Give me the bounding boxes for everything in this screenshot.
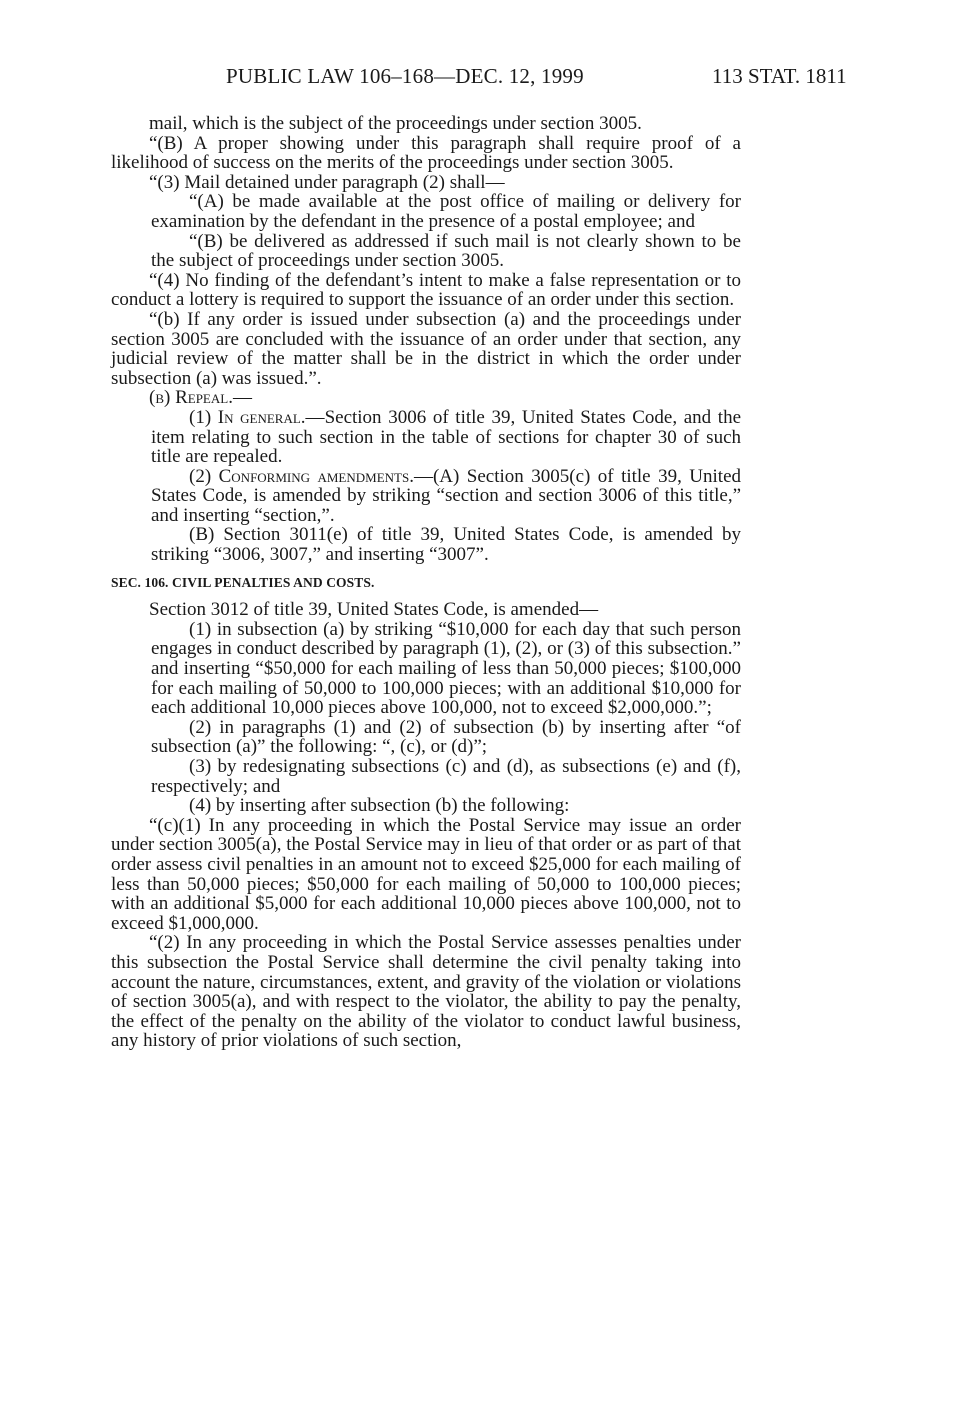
paragraph-text: “(3) Mail detained under paragraph (2) shall— (149, 171, 505, 193)
paragraph (111, 192, 741, 231)
paragraph (111, 620, 741, 718)
paragraph (111, 467, 741, 526)
paragraph (111, 232, 741, 271)
paragraph (111, 816, 741, 934)
paragraph-heading: (1) In general.— (189, 406, 325, 428)
paragraph (111, 408, 741, 467)
paragraph-text: “(4) No finding of the defendant’s intent to make a false representation or to conduct a lottery is required to support the issuance of an order under this section. (111, 269, 741, 311)
section-heading: SEC. 106. CIVIL PENALTIES AND COSTS. (111, 574, 375, 590)
paragraph-text: (A) Section 3005(c) of title 39, United States Code, is amended by striking “section and section 3006 of this title,” and inserting “section,”. (151, 465, 741, 526)
paragraph (111, 173, 741, 193)
paragraph (111, 310, 741, 388)
paragraph-text: “(b) If any order is issued under subsection (a) and the proceedings under section 3005 are concluded with the issuance of an order under that section, any judicial review of the matter shall be in the district in which the order under subsection (a) was issued.”. (111, 308, 741, 389)
paragraph-text: (2) in paragraphs (1) and (2) of subsection (b) by inserting after “of subsection (a)” the following: “, (c), or (d)”; (151, 716, 741, 758)
paragraph-text: (B) Section 3011(e) of title 39, United States Code, is amended by striking “3006, 3007,” and inserting “3007”. (151, 524, 741, 566)
paragraph (111, 933, 741, 1051)
paragraph-text: (4) by inserting after subsection (b) the following: (189, 795, 570, 817)
paragraph-text: “(B) be delivered as addressed if such mail is not clearly shown to be the subject of proceedings under section 3005. (151, 230, 741, 272)
running-header: PUBLIC LAW 106–168—DEC. 12, 1999 (226, 64, 584, 88)
paragraph-text: (3) by redesignating subsections (c) and (d), as subsections (e) and (f), respectively; and (151, 756, 741, 797)
subsection-heading: (b) Repeal.— (149, 387, 252, 409)
page-citation: 113 STAT. 1811 (712, 64, 847, 88)
paragraph (111, 718, 741, 757)
paragraph-text: “(A) be made available at the post office of mailing or delivery for examination by the defendant in the presence of a postal employee; and (151, 191, 741, 232)
paragraph (111, 114, 741, 134)
paragraph-text: “(B) A proper showing under this paragraph shall require proof of a likelihood of success on the merits of the proceedings under section 3005. (111, 132, 741, 174)
paragraph (111, 600, 741, 620)
paragraph-text: “(c)(1) In any proceeding in which the Postal Service may issue an order under section 3005(a), the Postal Service may in lieu of that order or as part of that order assess civil penalties in an amount not to exceed $25,000 for each mailing of less than 50,000 pieces; $50,000 for each mailing of 50,000 to 100,000 pieces; with an additional $5,000 for each additional 10,000 pieces above 100,000, not to exceed $1,000,000. (111, 814, 741, 934)
paragraph-text: “(2) In any proceeding in which the Postal Service assesses penalties under this subsection the Postal Service shall determine the civil penalty taking into account the nature, circumstances, extent, and gravity of the violation or violations of section 3005(a), and with respect to the violator, the ability to pay the penalty, the effect of the penalty on the ability of the violator to conduct lawful business, any history of prior violations of such section, (111, 932, 741, 1052)
paragraph (111, 388, 741, 408)
paragraph (111, 525, 741, 564)
paragraph-text: mail, which is the subject of the proceedings under section 3005. (149, 113, 642, 134)
paragraph-text: Section 3006 of title 39, United States Code, and the item relating to such section in the table of sections for chapter 30 of such title are repealed. (151, 406, 742, 468)
paragraph-text: (1) in subsection (a) by striking “$10,000 for each day that such person engages in conduct described by paragraph (1), (2), or (3) of this subsection.” and inserting “$50,000 for each mailing of less than 50,000 pieces; $100,000 for each mailing of 50,000 to 100,000 pieces; with an additional $10,000 for each additional 10,000 pieces above 100,000, not to exceed $2,000,000.”; (151, 618, 741, 719)
paragraph-heading: (2) Conforming amendments.— (189, 465, 433, 487)
page-body (111, 114, 741, 1051)
paragraph (111, 134, 741, 173)
paragraph-text: Section 3012 of title 39, United States Code, is amended— (149, 599, 599, 621)
paragraph (111, 796, 741, 816)
paragraph (111, 757, 741, 796)
paragraph (111, 271, 741, 310)
